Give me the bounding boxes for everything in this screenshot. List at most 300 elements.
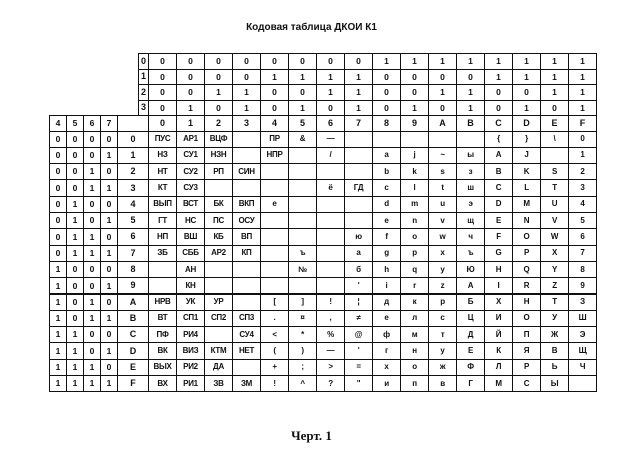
column-bit-cell: 1	[484, 69, 513, 86]
column-hex-label: 3	[232, 115, 261, 132]
code-cell: N	[512, 212, 541, 229]
code-cell: ВИЗ	[176, 342, 205, 359]
code-cell: БК	[204, 196, 233, 213]
code-cell: (	[260, 342, 289, 359]
code-cell: ;	[288, 359, 317, 376]
code-cell: Д	[456, 326, 485, 343]
code-cell: м	[400, 326, 429, 343]
column-bit-cell: 0	[540, 100, 569, 117]
row-bit-cell: 1	[83, 228, 101, 245]
code-cell: q	[400, 261, 429, 278]
code-cell: o	[400, 228, 429, 245]
code-cell	[288, 163, 317, 180]
code-cell: —	[316, 131, 345, 148]
column-hex-label: 5	[288, 115, 317, 132]
code-cell: Y	[540, 261, 569, 278]
code-cell: J	[512, 147, 541, 164]
column-bit-cell: 1	[316, 84, 345, 101]
code-cell: l	[400, 179, 429, 196]
code-cell: ш	[456, 179, 485, 196]
code-cell: э	[456, 196, 485, 213]
code-cell: К	[484, 342, 513, 359]
row-bit-cell: 0	[66, 147, 84, 164]
column-bit-cell: 1	[232, 100, 261, 117]
code-cell: ≠	[344, 310, 373, 327]
header-corner	[117, 115, 149, 132]
code-cell	[232, 147, 261, 164]
code-cell: Т	[540, 294, 569, 311]
code-cell: w	[428, 228, 457, 245]
code-cell: г	[372, 342, 401, 359]
code-cell	[288, 212, 317, 229]
code-cell: '	[344, 342, 373, 359]
code-cell: УР	[204, 294, 233, 311]
row-bit-cell: 0	[83, 342, 101, 359]
code-cell: !	[260, 375, 289, 392]
column-bit-cell: 0	[148, 53, 177, 70]
column-bit-cell: 1	[176, 100, 205, 117]
column-bit-cell: 0	[176, 69, 205, 86]
column-bit-cell: 1	[288, 69, 317, 86]
column-bit-cell: 0	[372, 84, 401, 101]
row-bit-cell: 1	[83, 245, 101, 262]
column-bit-cell: 1	[540, 84, 569, 101]
code-cell: Z	[540, 277, 569, 294]
column-bit-cell: 1	[568, 100, 597, 117]
code-cell: т	[428, 326, 457, 343]
code-cell	[288, 277, 317, 294]
column-bit-cell: 0	[148, 100, 177, 117]
code-cell: ПФ	[148, 326, 177, 343]
code-cell: ¦	[344, 294, 373, 311]
code-cell: A	[484, 147, 513, 164]
code-cell	[344, 163, 373, 180]
row-bit-cell: 0	[100, 196, 118, 213]
code-cell	[232, 277, 261, 294]
column-bit-cell: 1	[428, 53, 457, 70]
code-cell: С	[512, 375, 541, 392]
code-cell: НЗН	[204, 147, 233, 164]
code-cell: ы	[456, 147, 485, 164]
column-bit-cell: 1	[344, 84, 373, 101]
row-bit-cell: 0	[66, 294, 84, 311]
code-cell: 5	[568, 212, 597, 229]
code-cell: =	[344, 359, 373, 376]
code-cell: ВП	[232, 228, 261, 245]
code-cell: ГД	[344, 179, 373, 196]
code-cell: НЗ	[148, 147, 177, 164]
code-cell: G	[484, 245, 513, 262]
code-cell: д	[372, 294, 401, 311]
code-cell: c	[372, 179, 401, 196]
row-bit-cell: 0	[83, 326, 101, 343]
code-cell: r	[400, 277, 429, 294]
code-cell: I	[484, 277, 513, 294]
column-bit-cell: 0	[400, 84, 429, 101]
row-bit-cell: 0	[66, 261, 84, 278]
code-cell: НРВ	[148, 294, 177, 311]
code-cell: УК	[176, 294, 205, 311]
column-bit-cell: 0	[428, 69, 457, 86]
code-cell: ЗМ	[232, 375, 261, 392]
code-cell: 7	[568, 245, 597, 262]
column-bit-label: 0	[138, 53, 149, 70]
column-hex-label: E	[540, 115, 569, 132]
row-bit-cell: 0	[100, 163, 118, 180]
code-cell: 9	[568, 277, 597, 294]
code-cell: П	[512, 326, 541, 343]
code-cell: ¤	[288, 310, 317, 327]
row-hex-label: C	[117, 326, 149, 343]
row-bit-cell: 0	[83, 261, 101, 278]
code-cell: СП1	[176, 310, 205, 327]
row-bit-cell: 1	[66, 228, 84, 245]
code-cell: ]	[288, 294, 317, 311]
column-bit-cell: 1	[512, 53, 541, 70]
column-bit-cell: 0	[512, 84, 541, 101]
code-cell	[148, 277, 177, 294]
row-bit-cell: 0	[66, 131, 84, 148]
column-bit-cell: 0	[148, 69, 177, 86]
code-cell: /	[316, 147, 345, 164]
code-cell: t	[428, 179, 457, 196]
column-hex-label: 4	[260, 115, 289, 132]
column-bit-cell: 1	[288, 100, 317, 117]
code-cell: У	[540, 310, 569, 327]
column-bit-cell: 1	[540, 53, 569, 70]
code-cell: РИ4	[176, 326, 205, 343]
code-cell	[204, 326, 233, 343]
code-cell: щ	[456, 212, 485, 229]
column-bit-cell: 0	[344, 53, 373, 70]
row-bit-cell: 1	[66, 245, 84, 262]
code-cell: Щ	[568, 342, 597, 359]
code-cell: В	[540, 342, 569, 359]
column-bit-cell: 1	[568, 69, 597, 86]
code-cell: E	[484, 212, 513, 229]
column-bit-cell: 1	[344, 69, 373, 86]
code-cell: ДА	[204, 359, 233, 376]
row-bit-label: 6	[83, 115, 101, 132]
column-bit-cell: 1	[400, 100, 429, 117]
code-cell: P	[512, 245, 541, 262]
code-cell: &	[288, 131, 317, 148]
code-cell	[232, 131, 261, 148]
row-hex-label: A	[117, 294, 149, 311]
row-hex-label: 9	[117, 277, 149, 294]
code-cell	[316, 163, 345, 180]
code-cell: '	[344, 277, 373, 294]
code-cell: ВЫП	[148, 196, 177, 213]
code-cell: ч	[456, 228, 485, 245]
code-cell	[260, 228, 289, 245]
column-bit-label: 1	[138, 69, 149, 86]
code-cell: СИН	[232, 163, 261, 180]
code-cell: И	[484, 310, 513, 327]
code-cell: и	[372, 375, 401, 392]
code-cell: СП3	[232, 310, 261, 327]
row-bit-cell: 1	[100, 179, 118, 196]
row-bit-cell: 0	[83, 277, 101, 294]
code-cell: k	[400, 163, 429, 180]
column-bit-cell: 1	[456, 53, 485, 70]
code-cell: З	[568, 294, 597, 311]
row-hex-label: D	[117, 342, 149, 359]
row-bit-cell: 1	[66, 359, 84, 376]
row-hex-label: 4	[117, 196, 149, 213]
column-bit-cell: 0	[428, 100, 457, 117]
code-cell	[204, 277, 233, 294]
code-cell: v	[428, 212, 457, 229]
row-bit-cell: 0	[49, 179, 67, 196]
row-bit-cell: 0	[49, 196, 67, 213]
code-cell	[232, 359, 261, 376]
row-bit-cell: 0	[66, 277, 84, 294]
code-cell: в	[428, 375, 457, 392]
code-cell: Й	[484, 326, 513, 343]
column-bit-cell: 0	[484, 84, 513, 101]
code-cell: 2	[568, 163, 597, 180]
column-hex-label: 0	[148, 115, 177, 132]
code-cell: НПР	[260, 147, 289, 164]
row-bit-cell: 1	[49, 342, 67, 359]
code-cell: Ж	[540, 326, 569, 343]
column-bit-cell: 1	[372, 53, 401, 70]
column-bit-cell: 1	[232, 84, 261, 101]
code-cell: РИ2	[176, 359, 205, 376]
code-cell: ПС	[204, 212, 233, 229]
code-cell: z	[428, 277, 457, 294]
row-bit-cell: 0	[100, 228, 118, 245]
code-cell: {	[484, 131, 513, 148]
column-bit-cell: 0	[148, 84, 177, 101]
code-cell	[148, 261, 177, 278]
code-cell: ОСУ	[232, 212, 261, 229]
code-cell	[232, 179, 261, 196]
column-bit-cell: 0	[204, 69, 233, 86]
column-bit-cell: 1	[568, 84, 597, 101]
column-bit-label: 3	[138, 100, 149, 117]
row-bit-cell: 1	[49, 326, 67, 343]
code-cell: 8	[568, 261, 597, 278]
code-cell: Ы	[540, 375, 569, 392]
column-bit-cell: 0	[204, 100, 233, 117]
row-hex-label: E	[117, 359, 149, 376]
column-bit-cell: 0	[232, 53, 261, 70]
code-cell: <	[260, 326, 289, 343]
code-cell: к	[400, 294, 429, 311]
code-cell: СУ4	[232, 326, 261, 343]
row-bit-cell: 1	[100, 375, 118, 392]
code-cell: ПР	[260, 131, 289, 148]
row-bit-cell: 1	[66, 342, 84, 359]
code-cell	[260, 245, 289, 262]
code-cell: X	[540, 245, 569, 262]
code-cell: h	[372, 261, 401, 278]
code-cell	[316, 228, 345, 245]
code-cell	[260, 277, 289, 294]
code-cell: !	[316, 294, 345, 311]
code-cell: L	[512, 179, 541, 196]
row-bit-cell: 0	[49, 147, 67, 164]
code-cell: p	[400, 245, 429, 262]
column-hex-label: 6	[316, 115, 345, 132]
code-cell: ЗВ	[204, 375, 233, 392]
column-bit-cell: 1	[568, 53, 597, 70]
code-cell	[316, 245, 345, 262]
code-cell: R	[512, 277, 541, 294]
row-bit-cell: 0	[49, 163, 67, 180]
code-cell: V	[540, 212, 569, 229]
code-cell: u	[428, 196, 457, 213]
code-cell: с	[428, 310, 457, 327]
row-bit-cell: 1	[83, 163, 101, 180]
code-cell: s	[428, 163, 457, 180]
row-bit-cell: 0	[83, 131, 101, 148]
code-cell: СУ1	[176, 147, 205, 164]
column-bit-label: 2	[138, 84, 149, 101]
code-cell: U	[540, 196, 569, 213]
row-bit-cell: 1	[100, 147, 118, 164]
code-cell: n	[400, 212, 429, 229]
code-cell	[204, 261, 233, 278]
column-hex-label: C	[484, 115, 513, 132]
column-bit-cell: 1	[512, 69, 541, 86]
code-cell	[288, 196, 317, 213]
code-cell: ВЫХ	[148, 359, 177, 376]
code-cell: НС	[176, 212, 205, 229]
row-bit-cell: 0	[100, 131, 118, 148]
row-bit-cell: 0	[83, 196, 101, 213]
code-cell	[400, 131, 429, 148]
code-cell: Я	[512, 342, 541, 359]
row-hex-label: 6	[117, 228, 149, 245]
code-cell	[316, 277, 345, 294]
code-cell	[204, 179, 233, 196]
row-bit-cell: 0	[49, 245, 67, 262]
row-bit-cell: 1	[49, 294, 67, 311]
code-cell: \	[540, 131, 569, 148]
row-hex-label: F	[117, 375, 149, 392]
code-cell	[260, 261, 289, 278]
code-cell: Р	[512, 359, 541, 376]
code-cell: Э	[568, 326, 597, 343]
code-cell: y	[428, 261, 457, 278]
row-hex-label: B	[117, 310, 149, 327]
code-cell	[456, 131, 485, 148]
code-cell: @	[344, 326, 373, 343]
row-bit-cell: 0	[49, 131, 67, 148]
code-cell: M	[512, 196, 541, 213]
column-bit-cell: 0	[176, 53, 205, 70]
code-cell: F	[484, 228, 513, 245]
code-cell	[260, 179, 289, 196]
code-cell	[316, 196, 345, 213]
column-bit-cell: 1	[540, 69, 569, 86]
row-hex-label: 7	[117, 245, 149, 262]
code-cell: *	[288, 326, 317, 343]
code-cell: Ю	[456, 261, 485, 278]
code-cell: Л	[484, 359, 513, 376]
code-cell: i	[372, 277, 401, 294]
column-bit-cell: 0	[260, 53, 289, 70]
code-cell: D	[484, 196, 513, 213]
column-bit-cell: 1	[484, 53, 513, 70]
column-hex-label: 1	[176, 115, 205, 132]
code-cell: Ш	[568, 310, 597, 327]
code-cell: +	[260, 359, 289, 376]
row-bit-cell: 0	[66, 310, 84, 327]
code-cell: ЗБ	[148, 245, 177, 262]
column-bit-cell: 0	[288, 84, 317, 101]
row-bit-cell: 1	[100, 245, 118, 262]
column-bit-cell: 1	[456, 100, 485, 117]
code-cell: н	[400, 342, 429, 359]
code-cell: ВСТ	[176, 196, 205, 213]
code-cell: М	[484, 375, 513, 392]
code-cell: a	[344, 245, 373, 262]
code-cell	[288, 147, 317, 164]
code-cell: ^	[288, 375, 317, 392]
code-cell: ~	[428, 147, 457, 164]
code-cell	[568, 375, 597, 392]
code-cell: B	[484, 163, 513, 180]
code-cell: №	[288, 261, 317, 278]
code-cell: 4	[568, 196, 597, 213]
column-bit-cell: 0	[260, 84, 289, 101]
code-cell: H	[484, 261, 513, 278]
code-cell: ВКП	[232, 196, 261, 213]
row-bit-cell: 0	[83, 147, 101, 164]
code-cell: ъ	[288, 245, 317, 262]
row-bit-cell: 1	[83, 294, 101, 311]
code-cell: j	[400, 147, 429, 164]
column-bit-cell: 1	[428, 84, 457, 101]
code-cell: }	[512, 131, 541, 148]
code-cell: ВТ	[148, 310, 177, 327]
code-cell	[260, 212, 289, 229]
row-bit-cell: 1	[100, 212, 118, 229]
column-hex-label: 7	[344, 115, 373, 132]
code-cell	[316, 212, 345, 229]
column-bit-cell: 1	[204, 84, 233, 101]
code-cell: СББ	[176, 245, 205, 262]
code-cell	[372, 131, 401, 148]
code-cell	[344, 147, 373, 164]
column-bit-cell: 0	[316, 100, 345, 117]
code-cell: е	[260, 196, 289, 213]
code-cell: ВЦФ	[204, 131, 233, 148]
code-cell: А	[456, 277, 485, 294]
column-bit-cell: 0	[316, 53, 345, 70]
code-cell: %	[316, 326, 345, 343]
code-cell: Г	[456, 375, 485, 392]
code-cell: КН	[176, 277, 205, 294]
row-bit-cell: 1	[49, 310, 67, 327]
column-bit-cell: 0	[372, 100, 401, 117]
code-cell: 0	[568, 131, 597, 148]
code-cell: ф	[372, 326, 401, 343]
row-bit-cell: 1	[66, 375, 84, 392]
code-cell: Ц	[456, 310, 485, 327]
code-cell: Б	[456, 294, 485, 311]
row-bit-cell: 0	[83, 212, 101, 229]
code-cell: О	[512, 310, 541, 327]
code-cell: СУ2	[176, 163, 205, 180]
code-cell: g	[372, 245, 401, 262]
code-cell: ъ	[456, 245, 485, 262]
code-cell	[288, 179, 317, 196]
